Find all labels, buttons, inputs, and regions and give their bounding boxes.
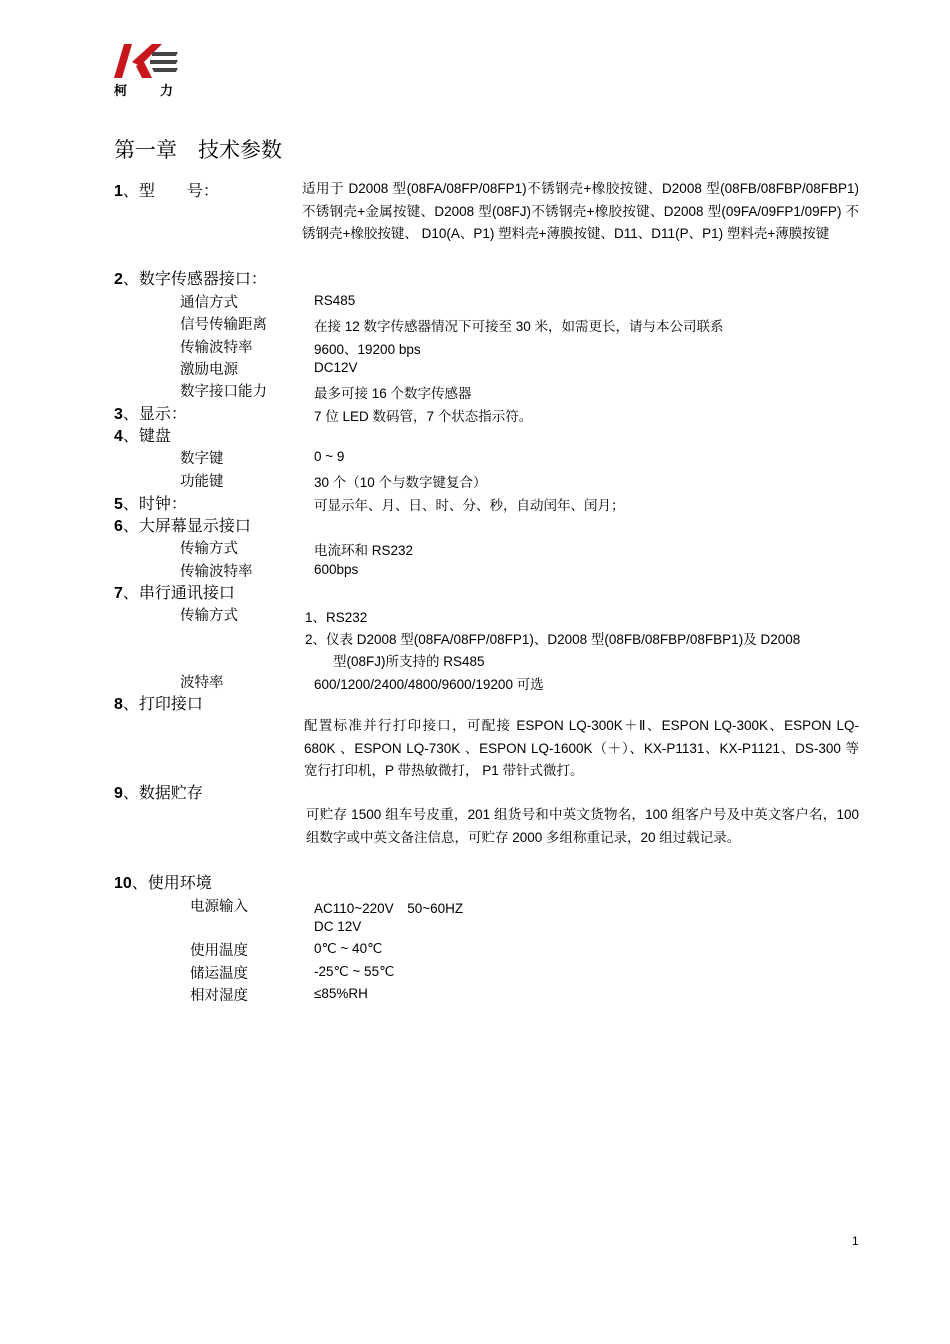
chapter-title: 第一章 技术参数 [114,138,282,162]
section-8-text: 配置标准并行打印接口，可配接 ESPON LQ-300K＋Ⅱ、ESPON LQ-300K、ESPON LQ-680K 、ESPON LQ-730K 、ESPON LQ-1600K（＋）、KX-P1131、KX-P1121、DS-300 等宽行打印机，P 带热敏微打， P1 带针式微打。 [304,718,859,778]
param-value: -25℃ ~ 55℃ [314,964,395,979]
param-value: 600/1200/2400/4800/9600/19200 可选 [314,677,544,692]
section-5-heading [114,491,187,514]
param-value: 电流环和 RS232 [314,543,414,558]
section-title: 、大屏幕显示接口 [122,516,251,535]
param-label: 功能键 [180,474,224,490]
param-label: 传输方式 [180,541,238,557]
section-number: 2 [114,271,123,288]
section-title: 、键盘 [122,426,171,445]
param-label: 储运温度 [190,966,248,982]
param-value: 2、仪表 D2008 型(08FA/08FP/08FP1)、D2008 型(08FB/08FBP/08FBP1)及 D2008 [305,632,801,647]
param-value: AC110~220V 50~60HZ [314,901,464,916]
section-number: 6 [114,518,123,535]
param-label: 传输方式 [180,608,238,624]
section-2-heading [114,266,267,289]
section-number: 3 [114,406,123,423]
section-number: 4 [114,428,123,445]
param-value: 0℃ ~ 40℃ [314,941,383,956]
section-title: 、使用环境 [131,873,212,892]
section-7-heading [114,580,235,603]
logo-char-left: 柯 [114,84,128,99]
section-3-value: 7 位 LED 数码管，7 个状态指示符。 [314,409,533,424]
param-label: 传输波特率 [180,340,253,356]
section-title: 、串行通讯接口 [122,583,235,602]
section-number: 8 [114,696,123,713]
section-10-heading [114,870,212,893]
section-number: 7 [114,585,123,602]
section-title: 、数据贮存 [122,783,203,802]
section-8-heading [114,691,203,714]
param-value: 9600、19200 bps [314,342,421,357]
param-label: 使用温度 [190,943,248,959]
param-value: ≤85%RH [314,986,368,1001]
company-logo [112,42,182,98]
section-9-heading [114,780,203,803]
section-number: 1 [114,183,123,200]
section-number: 5 [114,496,123,513]
section-number: 10 [114,875,132,892]
section-6-heading [114,513,251,536]
section-number: 9 [114,785,123,802]
param-label: 信号传输距离 [180,317,267,333]
logo-char-right: 力 [160,84,174,99]
section-title: 、打印接口 [122,694,203,713]
param-value: 600bps [314,562,359,577]
param-label: 波特率 [180,675,224,691]
section-title: 、时钟： [122,494,187,513]
section-title: 、显示： [122,404,187,423]
param-label: 电源输入 [190,899,248,915]
param-label: 数字接口能力 [180,384,267,400]
param-label: 激励电源 [180,362,238,378]
section-5-value: 可显示年、月、日、时、分、秒，自动闰年、闰月； [314,498,625,513]
param-value: 在接 12 数字传感器情况下可接至 30 米，如需更长，请与本公司联系 [314,319,724,334]
section-4-heading [114,423,171,446]
page-number: 1 [852,1234,859,1248]
param-label: 通信方式 [180,295,238,311]
param-value: 1、RS232 [305,610,368,625]
param-value: 0 ~ 9 [314,449,345,464]
param-label: 相对湿度 [190,988,248,1004]
param-value: 30 个（10 个与数字键复合） [314,475,487,490]
section-9-text: 可贮存 1500 组车号皮重，201 组货号和中英文货物名，100 组客户号及中英文客户名，100 组数字或中英文备注信息，可贮存 2000 多组称重记录，20 组过载记录。 [306,807,859,845]
param-label: 传输波特率 [180,564,253,580]
section-title: 、数字传感器接口： [122,269,267,288]
logo-mark-icon [112,42,182,82]
section-3-heading [114,401,187,424]
param-value: DC12V [314,360,358,375]
param-value: 最多可接 16 个数字传感器 [314,386,472,401]
section-1-heading [114,178,219,201]
section-title: 、型 号： [122,181,219,200]
param-value: DC 12V [314,919,362,934]
param-label: 数字键 [180,451,224,467]
param-value: RS485 [314,293,356,308]
section-1-text: 适用于 D2008 型(08FA/08FP/08FP1)不锈钢壳+橡胶按键、D2008 型(08FB/08FBP/08FBP1)不锈钢壳+金属按键、D2008 型(08FJ)不锈钢壳+橡胶按键、D2008 型(09FA/09FP1/09FP) 不锈钢壳+橡胶按键、 D10(A、P1) 塑料壳+薄膜按键、D11、D11(P、P1) 塑料壳+薄膜按键 [302,181,859,241]
param-value: 型(08FJ)所支持的 RS485 [333,654,485,669]
